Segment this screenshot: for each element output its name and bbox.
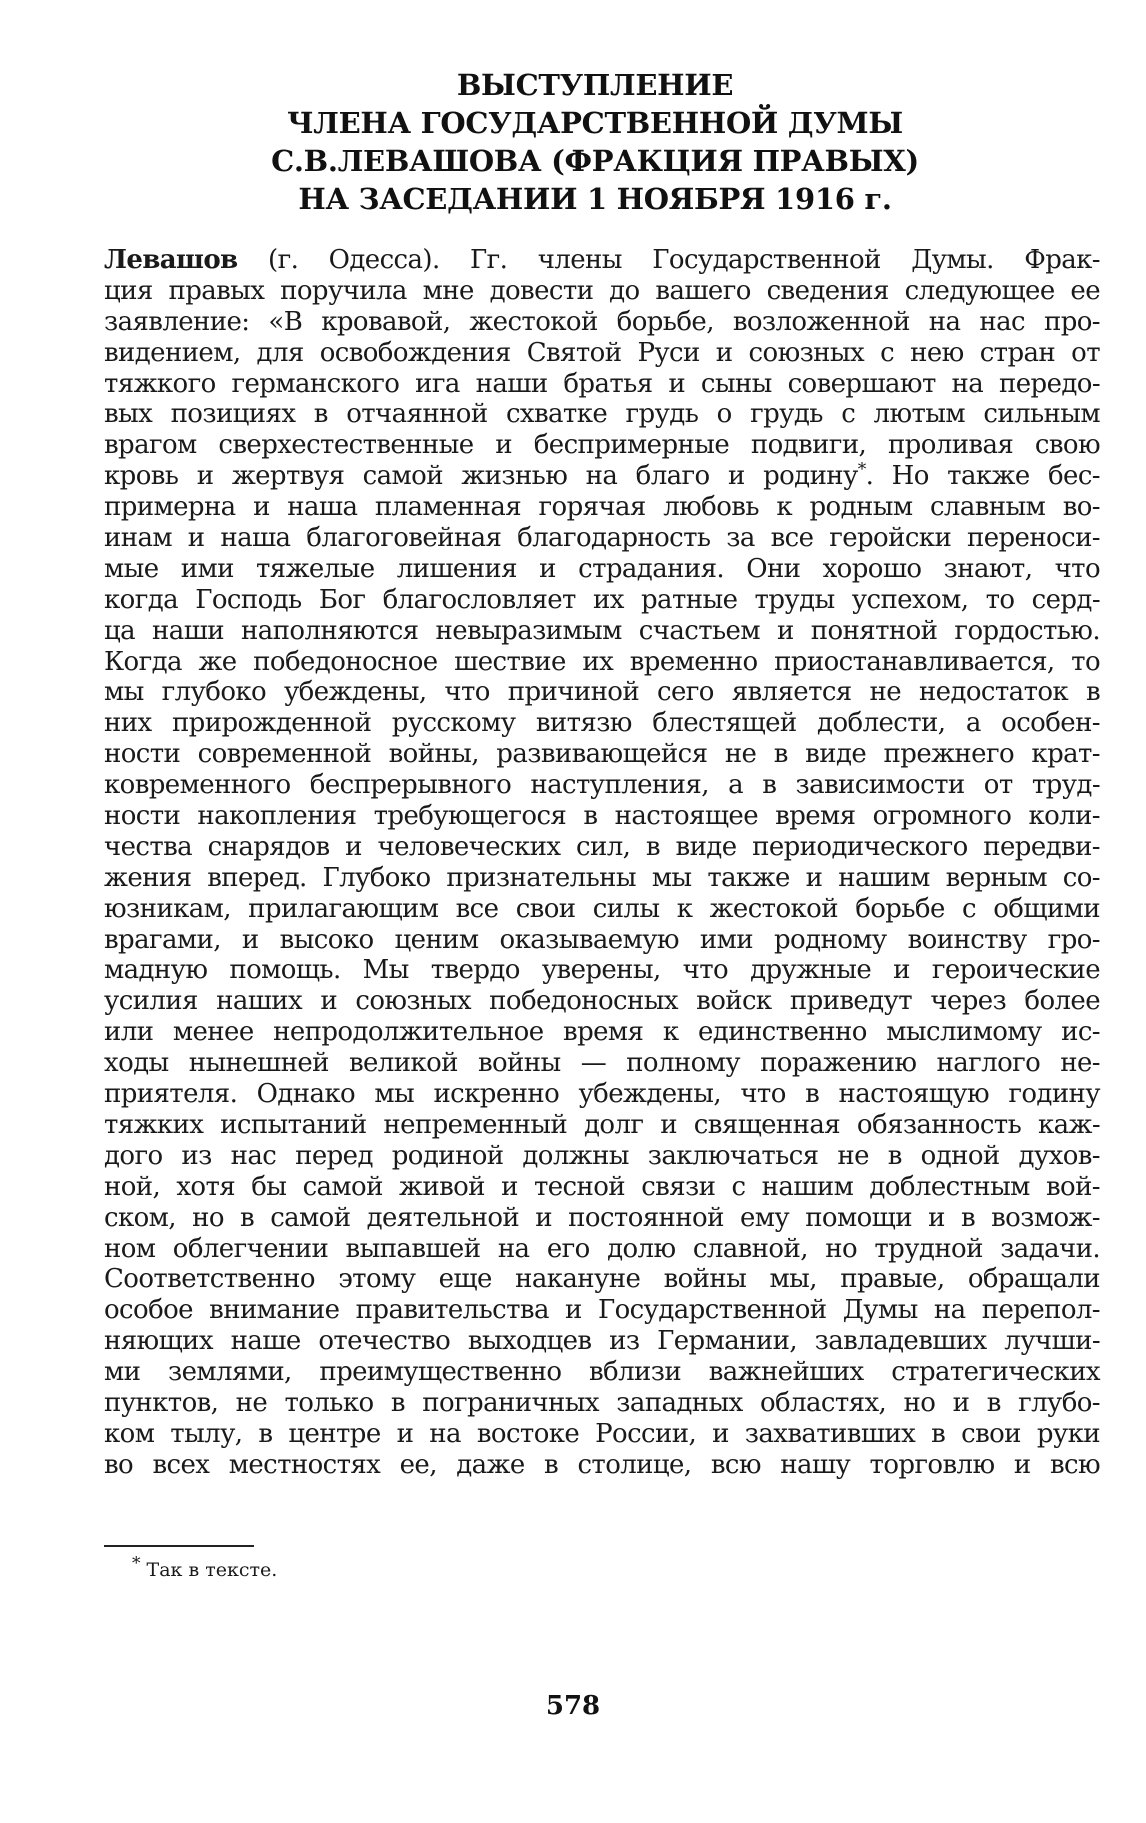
text-line: пунктов, не только в пограничных западных областях, но и в глубо- [104,1387,1100,1418]
text-line: инам и наша благоговейная благодарность за все геройски переноси- [104,523,1100,554]
text-line: или менее непродолжительное время к единственно мыслимому ис- [104,1017,1100,1048]
text-line: приятеля. Однако мы искренно убеждены, что в настоящую годину [104,1079,1100,1110]
text-line [104,461,1100,492]
text-fragment: . Но также бес- [865,461,1100,492]
title-line: С.В.ЛЕВАШОВА (ФРАКЦИЯ ПРАВЫХ) [271,144,919,178]
footnote-marker: * [857,459,866,480]
text-line: вых позициях в отчаянной схватке грудь о грудь с лютым сильным [104,399,1100,430]
text-line: юзникам, прилагающим все свои силы к жестокой борьбе с общими [104,893,1100,924]
page-number: 578 [545,1691,601,1721]
footnote-text: Так в тексте. [146,1559,278,1581]
text-line: няющих наше отечество выходцев из Германии, завладевших лучши- [104,1326,1100,1357]
title-line: НА ЗАСЕДАНИИ 1 НОЯБРЯ 1916 г. [298,182,892,216]
footnote-marker: * [132,1553,141,1574]
text-line: врагами, и высоко ценим оказываемую ими родному воинству гро- [104,924,1100,955]
text-line: примерна и наша пламенная горячая любовь к родным славным во- [104,492,1100,523]
footnote [132,1553,278,1581]
text-line: врагом сверхестественные и беспримерные подвиги, проливая свою [104,430,1100,461]
text-line: ском, но в самой деятельной и постоянной ему помощи и в возмож- [104,1202,1100,1233]
text-line: усилия наших и союзных победоносных войск приведут через более [104,986,1100,1017]
text-line: ности современной войны, развивающейся не в виде прежнего крат- [104,739,1100,770]
title-line: ЧЛЕНА ГОСУДАРСТВЕННОЙ ДУМЫ [287,106,903,140]
text-line: ция правых поручила мне довести до вашего сведения следующее ее [104,275,1100,306]
speech-body [104,245,1100,1481]
text-line: во всех местностях ее, даже в столице, всю нашу торговлю и всю [104,1449,1100,1480]
text-line: ца наши наполняются невыразимым счастьем и понятной гордостью. [104,615,1100,646]
text-line: жения вперед. Глубоко признательны мы также и нашим верным со- [104,862,1100,893]
text-line: ном облегчении выпавшей на его долю славной, но трудной задачи. [104,1233,1100,1264]
title-line: ВЫСТУПЛЕНИЕ [456,68,734,102]
speaker-name: Левашов [104,245,238,275]
text-line: ной, хотя бы самой живой и тесной связи с нашим доблестным вой- [104,1171,1100,1202]
text-line: них прирожденной русскому витязю блестящей доблести, а особен- [104,708,1100,739]
text-line: мые ими тяжелые лишения и страдания. Они хорошо знают, что [104,553,1100,584]
text-line: тяжкого германского ига наши братья и сыны совершают на передо- [104,368,1100,399]
text-line: когда Господь Бог благословляет их ратные труды успехом, то серд- [104,584,1100,615]
text-line: чества снарядов и человеческих сил, в виде периодического передви- [104,831,1100,862]
text-line: мадную помощь. Мы твердо уверены, что дружные и героические [104,955,1100,986]
footnote-divider [104,1545,254,1547]
text-line: ковременного беспрерывного наступления, а в зависимости от труд- [104,770,1100,801]
text-line: заявление: «В кровавой, жестокой борьбе, возложенной на нас про- [104,306,1100,337]
text-line: особое внимание правительства и Государственной Думы на перепол- [104,1295,1100,1326]
text-fragment: кровь и жертвуя самой жизнью на благо и родину [104,461,858,492]
text-line: тяжких испытаний непременный долг и священная обязанность каж- [104,1109,1100,1140]
text-line: ком тылу, в центре и на востоке России, и захвативших в свои руки [104,1418,1100,1449]
text-line: дого из нас перед родиной должны заключаться не в одной духов- [104,1140,1100,1171]
text-line: Соответственно этому еще накануне войны мы, правые, обращали [104,1264,1100,1295]
page-title [80,66,1110,218]
text-fragment: (г. Одесса). Гг. члены Государственной Думы. Фрак- [237,245,1100,275]
text-line: Когда же победоносное шествие их временно приостанавливается, то [104,646,1100,677]
text-line: ми землями, преимущественно вблизи важнейших стратегических [104,1357,1100,1388]
text-line: видением, для освобождения Святой Руси и союзных с нею стран от [104,337,1100,368]
text-line: ходы нынешней великой войны — полному поражению наглого не- [104,1048,1100,1079]
text-line: ности накопления требующегося в настоящее время огромного коли- [104,801,1100,832]
text-line [104,245,1100,276]
text-line: мы глубоко убеждены, что причиной сего является не недостаток в [104,677,1100,708]
